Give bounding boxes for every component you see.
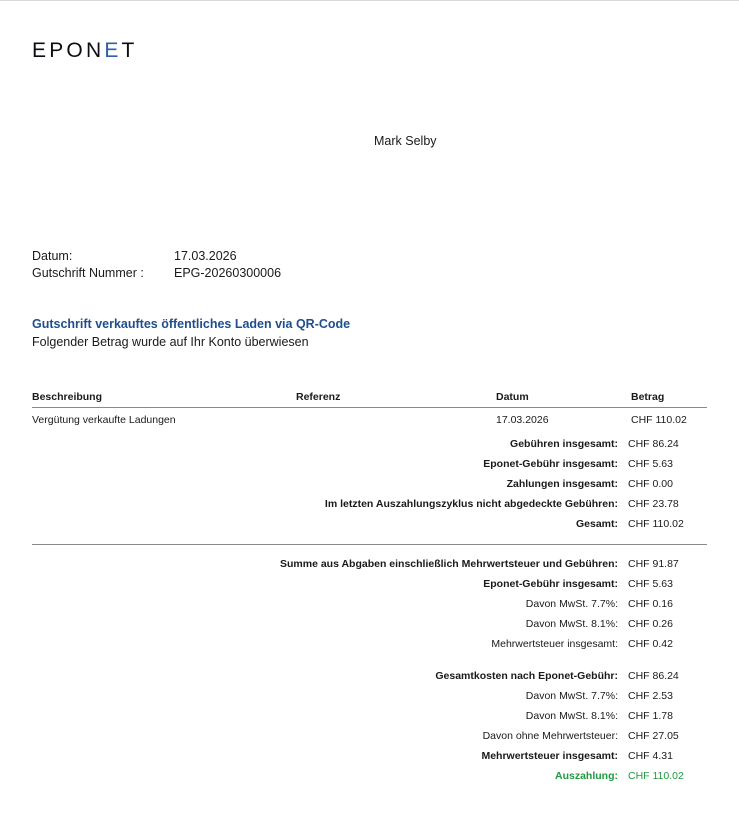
summary-value: CHF 5.63 [628,578,673,590]
meta-row-credit-number [32,265,281,282]
summary-row [32,614,707,634]
header-reference: Referenz [296,391,341,403]
header-amount: Betrag [631,391,665,403]
summary-label: Summe aus Abgaben einschließlich Mehrwertsteuer und Gebühren: [279,558,618,570]
summary-row [32,634,707,654]
cell-description: Vergütung verkaufte Ladungen [32,414,176,426]
summary-value: CHF 27.05 [628,730,679,742]
summary-label: Gesamtkosten nach Eponet-Gebühr: [435,670,618,682]
logo-text-before: EPON [32,39,105,62]
logo-accent-letter: E [104,39,122,62]
eponet-logo [32,39,138,63]
summary-value: CHF 23.78 [628,498,679,510]
summary-block-total [32,666,707,786]
summary-row [32,766,707,786]
summary-label: Gesamt: [575,518,618,530]
line-items-table [32,391,707,428]
summary-value: CHF 91.87 [628,558,679,570]
summary-value: CHF 86.24 [628,670,679,682]
summary-divider [32,544,707,545]
summary-row [32,514,707,534]
summary-value: CHF 110.02 [628,518,684,530]
summary-label: Davon MwSt. 7.7%: [525,690,618,702]
summary-row [32,706,707,726]
summary-row [32,434,707,454]
summary-label: Davon MwSt. 8.1%: [525,710,618,722]
table-header-row [32,391,707,408]
summary-row [32,554,707,574]
header-date: Datum [496,391,529,403]
credit-number-value: EPG-20260300006 [174,266,282,280]
summary-label: Auszahlung: [555,770,618,782]
summary-label: Zahlungen insgesamt: [506,478,618,490]
summary-label: Eponet-Gebühr insgesamt: [483,458,618,470]
summary-value: CHF 86.24 [628,438,679,450]
summary-row [32,686,707,706]
summary-value: CHF 2.53 [628,690,673,702]
summary-row [32,666,707,686]
summary-label: Gebühren insgesamt: [510,438,618,450]
meta-row-date [32,248,281,265]
date-value: 17.03.2026 [174,249,237,263]
summary-row [32,474,707,494]
summary-row [32,454,707,474]
summary-value: CHF 1.78 [628,710,673,722]
summary-block-vat [32,554,707,654]
recipient-name: Mark Selby [374,134,437,148]
summary-label: Im letzten Auszahlungszyklus nicht abgedeckte Gebühren: [324,498,618,510]
header-description: Beschreibung [32,391,103,403]
summary-label: Mehrwertsteuer insgesamt: [491,638,618,650]
summary-value: CHF 5.63 [628,458,673,470]
logo-text [32,39,138,63]
summary-label: Mehrwertsteuer insgesamt: [481,750,618,762]
summary-row [32,494,707,514]
summary-row [32,574,707,594]
summary-value: CHF 0.26 [628,618,673,630]
summary-value: CHF 0.16 [628,598,673,610]
summary-value: CHF 0.00 [628,478,673,490]
table-row [32,408,707,428]
credit-number-label: Gutschrift Nummer : [32,266,144,280]
summary-label: Eponet-Gebühr insgesamt: [483,578,618,590]
cell-reference [296,414,496,426]
cell-amount: CHF 110.02 [631,414,687,426]
summary-value: CHF 0.42 [628,638,673,650]
summary-label: Davon ohne Mehrwertsteuer: [482,730,618,742]
summary-block-fees [32,434,707,534]
summary-value: CHF 110.02 [628,770,684,782]
summary-label: Davon MwSt. 7.7%: [525,598,618,610]
cell-date: 17.03.2026 [496,414,549,426]
summary-row [32,726,707,746]
summary-row [32,594,707,614]
date-label: Datum: [32,249,73,263]
document-meta [32,248,281,282]
document-subline: Folgender Betrag wurde auf Ihr Konto überwiesen [32,335,309,349]
summary-value: CHF 4.31 [628,750,673,762]
summary-label: Davon MwSt. 8.1%: [525,618,618,630]
logo-text-after: T [121,39,138,62]
document-headline: Gutschrift verkauftes öffentliches Laden via QR-Code [32,317,351,331]
summary-row [32,746,707,766]
